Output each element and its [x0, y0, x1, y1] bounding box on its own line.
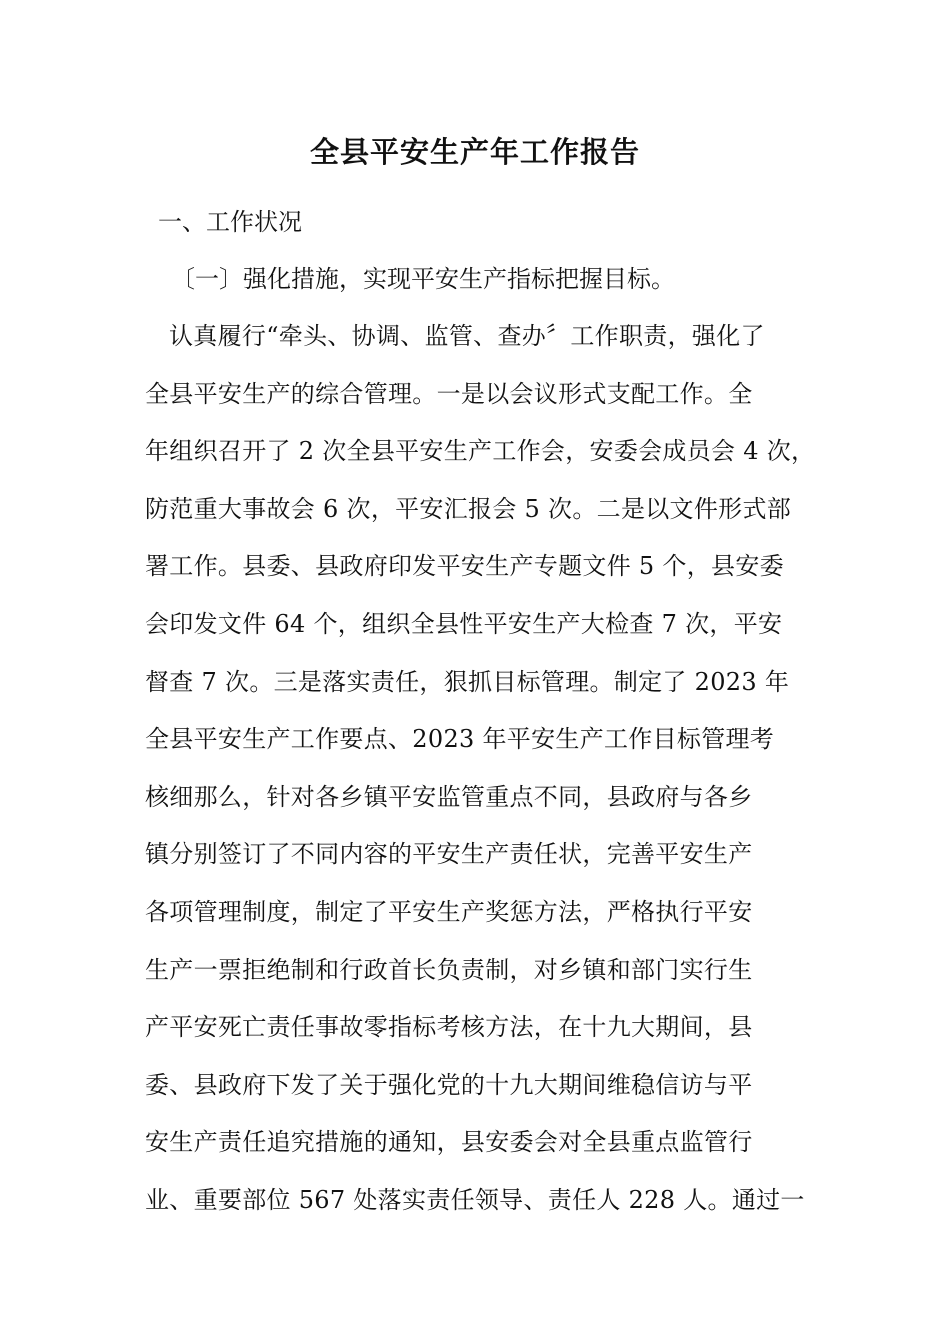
body-line: 督查 7 次。三是落实责任，狠抓目标管理。制定了 2023 年 — [145, 667, 790, 696]
body-paragraph — [145, 316, 815, 1238]
body-line: 全县平安生产工作要点、2023 年平安生产工作目标管理考 — [145, 725, 775, 754]
body-line: 各项管理制度，制定了平安生产奖惩方法，严格执行平安 — [145, 897, 753, 926]
body-line: 生产一票拒绝制和行政首长负责制，对乡镇和部门实行生 — [145, 955, 753, 984]
body-line: 镇分别签订了不同内容的平安生产责任状，完善平安生产 — [145, 840, 753, 869]
body-line: 署工作。县委、县政府印发平安生产专题文件 5 个，县安委 — [145, 552, 784, 581]
sub-heading: 〔一〕强化措施，实现平安生产指标把握目标。 — [171, 265, 675, 293]
body-line: 防范重大事故会 6 次，平安汇报会 5 次。二是以文件形式部 — [145, 494, 792, 523]
body-line: 产平安死亡责任事故零指标考核方法，在十九大期间，县 — [145, 1013, 753, 1042]
body-line: 核细那么，针对各乡镇平安监管重点不同，县政府与各乡 — [145, 782, 753, 811]
body-line: 年组织召开了 2 次全县平安生产工作会，安委会成员会 4 次， — [145, 437, 816, 466]
body-line: 业、重要部位 567 处落实责任领导、责任人 228 人。通过一 — [145, 1185, 805, 1214]
body-line: 委、县政府下发了关于强化党的十九大期间维稳信访与平 — [145, 1070, 753, 1099]
body-line: 安生产责任追究措施的通知，县安委会对全县重点监管行 — [145, 1128, 753, 1157]
section-heading: 一、工作状况 — [158, 208, 302, 236]
document-title: 全县平安生产年工作报告 — [309, 135, 640, 169]
body-line: 全县平安生产的综合管理。一是以会议形式支配工作。全 — [145, 379, 753, 408]
body-line: 认真履行“牵头、协调、监管、查办〞工作职责，强化了 — [169, 322, 765, 350]
body-line: 会印发文件 64 个，组织全县性平安生产大检查 7 次，平安 — [145, 609, 783, 638]
